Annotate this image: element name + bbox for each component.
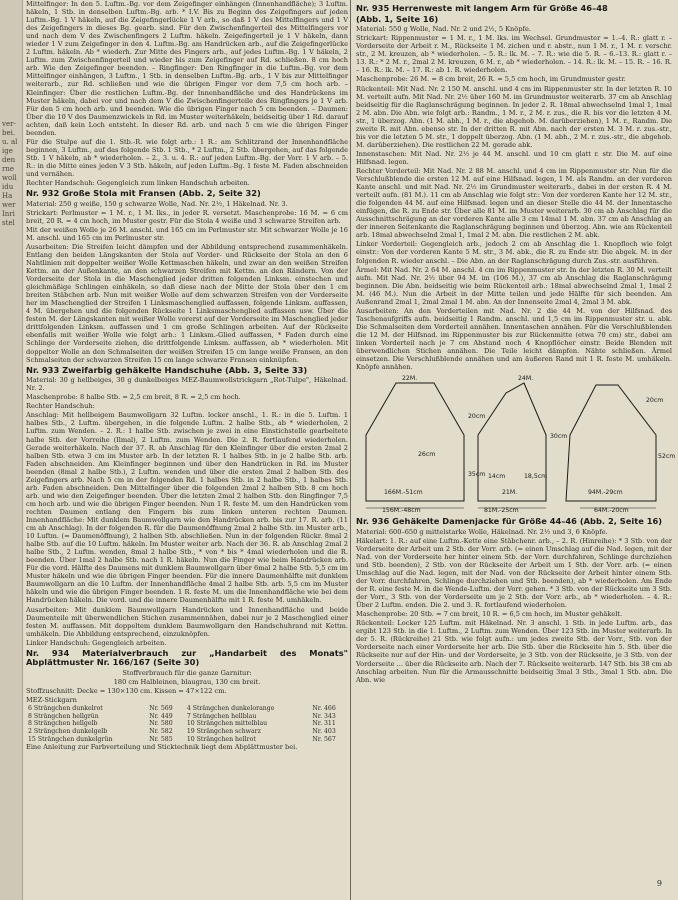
label-26cm: 26cm [418, 451, 436, 459]
n936-para-1: Material: 600–650 g mittelstarke Wolle, Häkelnad. Nr. 2½ und 3, 6 Knöpfe. [356, 527, 608, 536]
yarn-cell: 8 Strängchen hellgrün [28, 712, 99, 720]
label-94m: 94M.-29cm [588, 489, 623, 497]
yarn-cell: 10 Strängchen hellrot [186, 735, 256, 743]
pattern-diagram [356, 373, 676, 515]
n934-stoff: 180 cm Halbleinen, blaugrau, 130 cm breit. [113, 677, 261, 686]
yarn-cell: Nr. 567 [312, 735, 336, 743]
n935-para-4: Rückenteil: Mit Nad. Nr. 2 150 M. anschl. und 4 cm im Rippenmuster str. In der letzten R. 10 M. verteilt aufn. Mit Nad. Nr. 2½ über 160 M. im Grundmuster weiterarb. 37 cm ab Anschlag beidseitig für die Raglanschrägung beginnen. In jeder 2. R. 18mal abwechselnd 1mal 1, 1mal 2 M. abn. Die Abn. wie folgt arb.: Randm., 1 M. r., 2 M. r. zus., die R. bis vor die letzten 4 M. str., 1 überzog. Abn. (1 M. abh., 1 M. r., die abgehob. M. darüberziehen), 1 M. r., Randm. Die zweite R. mit Abn. ebenso str. In der dritten R. mit Abn. nach der ersten M. 3 M. r. zus.-str., bis vor die letzten 5 M. str., 1 doppelt überzog. Abn. (1 M. abh., 2 M. r. zus.-str., die abgehob. M. darüberziehen). Die restlichen 22 M. gerade abk. [356, 84, 672, 149]
back-piece-shape [366, 383, 464, 501]
left-column [26, 0, 348, 752]
yarn-cell: 6 Strängchen dunkelrot [28, 705, 103, 713]
label-24m: 24M. [518, 375, 534, 383]
n935-para-5: Innenstaschen: Mit Nad. Nr. 2½ je 44 M. anschl. und 10 cm glatt r. str. Die M. auf eine Hilfsnad. legen. [356, 149, 672, 166]
label-20cm-a: 20cm [468, 413, 486, 421]
yarn-table [26, 705, 348, 743]
yarn-row [26, 705, 348, 713]
n934-subtitle: Stoffverbrauch für die ganze Garnitur: [122, 668, 252, 677]
page-number: 9 [656, 879, 662, 888]
yarn-cell: Nr. 311 [312, 720, 336, 728]
glove-continuation-1: Mittelfinger: In den 5. Luftm.-Bg. vor dem Zeigefinger einhängen (Innenhandfläche); 3 Luftm. häkeln, 1 Stb. in denselben Luftm.-Bg. arb. * I.V. Bis zu Beginn des Zeigefingers auf jeden Luftm.-Bg. 1 V häkeln, auf die Zeigefingerlücke 1 V arb., so daß 1 V des Mittelfingers und 1 V des Zeigefingers in dieses Bg. gearb. sind. Für den Zwischenfingerteil des Mittelfingers vor und nach dem V des Zwischenfingers 2 Luftm. häkeln. Zeigefingerteil je 1 V häkeln, dann wieder 1 V zum Zeigefinger in den 4. Luftm.-Bg. am Handrücken arb., auf die Zeigefingerlücke 2 Luftm. häkeln. Ab * wiederh. Zur Mitte des Fingers arb., auf jedes Luftm.-Bg. 1 V häkeln, 2 Luftm. zum Zwischenfingerteil und wieder bis zum Zeigefinger auf Rd. schließen. 8 cm hoch arb. Wie den Zeigefinger beenden. – Ringfinger: Den Ringfinger in die Luftm.-Bg. vor dem Mittelfinger einhängen, 3 Luftm., 1 Stb. in denselben Luftm.-Bg. arb., 1 V bis zur Mittelfinger weiterarb., zur Rd. schließen und wie die übrigen Finger vor dem 7,5 cm hoch arb. – Kleinfinger: Über die restlichen Luftm.-Bg. der Innenhandfläche und des Handrückens im Muster häkeln, dabei vor und nach dem V die Zwischenfingerteile des Ringfingers je 1 V arb. Für den 5 cm hoch arb. und beenden. Wie die übrigen Finger nach 5 cm beenden. – Daumen: Über die 10 V des Daumenzwickels in Rd. im Muster weiterhäkeln, beidseitig über 1 Rd. darauf achten, daß kein Loch entsteht. In dieser Rd. arb. und nach 5 cm wie die übrigen Finger beenden. [26, 0, 348, 137]
label-22m: 22M. [402, 375, 418, 383]
yarn-cell: 7 Strängchen hellblau [186, 712, 257, 720]
yarn-cell: 2 Strängchen dunkelgelb [28, 727, 108, 735]
n935-para-3: Maschenprobe: 26 M. = 8 cm breit, 26 R. = 5,5 cm hoch, im Grundmuster gestr. [356, 75, 626, 84]
yarn-cell: Nr. 580 [149, 720, 173, 728]
yarn-cell: Nr. 466 [312, 705, 336, 713]
yarn-cell: 8 Strängchen hellgelb [28, 720, 98, 728]
yarn-row [26, 720, 348, 728]
label-52cm: 52cm [658, 453, 676, 461]
n932-para-2: Strickart: Perlmuster = 1 M. r., 1 M. lks., in jeder R. versetzt. Maschenprobe: 16 M. = 6 cm breit, 20 R. = 4 cm hoch, im Muster gestr. Für die Stola 4 weiße und 3 schwarze Streifen arb. [26, 208, 348, 225]
heading-933: Nr. 933 Zweifarbig gehäkelte Handschuhe (Abb. 3, Seite 33) [26, 364, 308, 375]
yarn-row [26, 728, 348, 736]
n932-para-3: Mit der weißen Wolle je 26 M. anschl. und 165 cm im Perlmuster str. Mit schwarzer Wolle je 16 M. anschl. und 165 cm im Perlmuster str. [26, 225, 348, 242]
yarn-cell: Nr. 403 [312, 727, 336, 735]
right-column [356, 0, 676, 685]
n935-para-6: Rechter Vorderteil: Mit Nad. Nr. 2 88 M. anschl. und 4 cm im Rippenmuster str. Nun für die Verschlußblende die ersten 12 M. auf eine Hilfsnad. legen, 1 M. als Randm. an der vorderen Kante anschl. und mit Nad. Nr. 2½ im Grundmuster weiterarb., dabei in der ersten R. 4 M. verteilt aufn. (81 M.). 11 cm ab Anschlag wie folgt str.: Von der vorderen Kante her 12 M. str., die folgenden 44 M. auf eine Hilfsnad. legen und an dieser Stelle die 44 M. der Innentasche einfügen, die R. zu Ende str. Über alle 81 M. im Muster weiterarb. 30 cm ab Anschlag für die Ausschnittschrägung an der vorderen Kante alle 3 cm 14mal 1 M. abn. 37 cm ab Anschlag an der inneren Seitenkante die Raglanschrägung beginnen und überzog. Abn. wie am Rückenteil arb. 18mal abwechselnd 2mal 1, 1mal 2 M. abn. Die restlichen 2 M. abk. [356, 166, 672, 240]
label-14cm: 14cm [488, 473, 506, 481]
heading-932: Nr. 932 Große Stola mit Fransen (Abb. 2, Seite 32) [26, 188, 261, 199]
label-20cm-b: 20cm [646, 397, 664, 405]
heading-935-sub: (Abb. 1, Seite 16) [356, 13, 439, 24]
yarn-cell: Nr. 585 [149, 735, 173, 743]
yarn-row [26, 713, 348, 721]
yarn-row [26, 736, 348, 744]
label-156m: 156M.-48cm [382, 507, 421, 515]
glove-continuation-3: Rechter Handschuh: Gegengleich zum linken Handschuh arbeiten. [26, 179, 250, 188]
column-divider [350, 0, 351, 900]
n934-zuschnitt: Stoffzuschnitt: Decke = 130×130 cm. Kissen = 47×122 cm. [26, 687, 227, 696]
n935-para-8: Ärmel: Mit Nad. Nr. 2 64 M. anschl. 4 cm im Rippenmuster str. In der letzten R. 30 M. verteilt aufn. Mit Nad. Nr. 2½ über 94 M. im (106 M.), 37 cm ab Anschlag die Raglanschrägung beginnen. Die Abn. beidseitig wie beim Rückenteil arb.: 18mal abwechselnd 2mal 1, 1mal 2 M. (46 M.). Nun die Arbeit in der Mitte teilen und jede Hälfte für sich beenden. Am Außenrand 2mal 1, 2mal 2mal 1 M. abn. An der Innenseite 2mal 4, 2mal 3 M. abk. [356, 265, 672, 306]
label-21m: 21M. [502, 489, 518, 497]
n936-para-3: Maschenprobe: 20 Stb. = 7 cm breit, 10 R. = 6,5 cm hoch, im Muster gehäkelt. [356, 610, 623, 619]
yarn-cell: Nr. 582 [149, 727, 173, 735]
heading-936: Nr. 936 Gehäkelte Damenjacke für Größe 44–46 (Abb. 2, Seite 16) [356, 516, 663, 527]
front-piece-shape [478, 383, 546, 501]
label-18-5cm: 18,5cm [524, 473, 548, 481]
glove-continuation-2: Für die Stulpe auf die 1. Stb.-R. wie folgt arb.: 1 R.: am Schlitzrand der Innenhandfläche beginnen, 3 Luftm., auf das folgende Stb. 1 Stb., * 2 Luftm., 2 Stb. übergehen, auf das folgende Stb. 1 V häkeln, ab * wiederholen. – 2., 3. u. 4. R.: auf jeden Luftm.-Bg. der Vorr. 1 V arb. – 5. R.: in die Mitte eines jeden V 3 Stb. häkeln, auf jeden Luftm.-Bg. 1 feste M. Faden abschneiden und vernähen. [26, 137, 348, 178]
label-81m: 81M.-25cm [484, 507, 519, 515]
sleeve-shape [566, 385, 656, 501]
n933-para-2: Maschenprobe: 8 halbe Stb. = 2,5 cm breit, 8 R. = 2,5 cm hoch. [26, 393, 241, 402]
n933-para-6: Linker Handschuh: Gegengleich arbeiten. [26, 638, 167, 647]
yarn-cell: Nr. 569 [149, 705, 173, 713]
n932-para-4: Ausarbeiten: Die Streifen leicht dämpfen und der Abbildung entsprechend zusammenhäkeln. Entlang den beiden Längskanten der Stola auf Vorder- und Rückseite der Stola an den 6 Nahtlinien mit doppelter weißer Wolle Kettmaschen häkeln, und zwar an den weißen Streifen Kettm. an der Außenkante, an den schwarzen Streifen mit Kettm. an den Rändern. Von der Vorderseite der Stola in die Maschenglied jeder dritten folgenden Linksm. einstechen und gleichmäßige Schlingen einhäkeln, so daß diese nach der Mitte der Stola über den 1 cm breiten Stäbchen arb. Nun mit weißer Wolle auf dem schwarzen Streifen von der Vorderseite her im Maschenglied der Streifen 1 Linksmaschenglied auffassen, folgende Linksm. auffassen, 4 M. übergehen und die folgenden Rückseite 1 Linksmaschenglied auffassen usw. Über die festen M. der Längskanten mit weißer Wolle vorerst auf der Vorderseite im Maschenglied jeder drittfolgenden Linksm. auffassen und 1 cm große Schlingen arbeiten. Auf der Rückseite ebenfalls mit weißer Wolle wie folgt arb.: 1 Linksm.-Glied auffassen, * Faden durch eine Schlinge der Vorderseite ziehen, die drittfolgende Linksm. auffassen, ab * wiederholen. Mit doppelter Wolle an den Schmalseiten der weißen Streifen 15 cm lange weiße Fransen, an den Schmalseiten der schwarzen Streifen 15 cm lange schwarze Fransen einknüpfen. [26, 242, 348, 364]
label-64m: 64M.-20cm [594, 507, 629, 515]
yarn-cell: 4 Strängchen dunkelorange [186, 705, 275, 713]
label-35cm: 35cm [468, 471, 486, 479]
n933-para-4: Anschlag: Mit hellbeigem Baumwollgarn 32 Luftm. locker anschl., 1. R.: in die 5. Luftm. 1 halbes Stb., 2 Luftm. übergehen, in die folgende Luftm. 2 halbe Stb., ab * wiederholen, 2 Luftm. zum Wenden. – 2. R.: 1 halbe Stb. zwischen je zwei in eine Einstichstelle gearbeitete halbe Stb. der Vorreihe (Ilmal), 2 Luftm. zum Wenden. Die 2. R. fortlaufend wiederholen. Gerade weiterhäkeln. Nach der 37. R. ab Anschlag für den Kleinfinger über die ersten 2mal 2 halben Stb. etwa 3 cm im Muster arb. In der letzten R. 1 halbes Stb. in je 2 halbe Stb. arb. Faden abschneiden. Am Kleinfinger beginnen und über den Handrücken in Rd. im Muster beenden (8mal 2 halbe Stb.), 2 Luftm. wenden und über die ersten 2mal 2 halben Stb. des Zeigefingers arb. Nach 5 cm in der folgenden Rd. 1 halbes Stb. in 2 halbe Stb., 1 halbes Stb. arb. Faden abschneiden. Den Mittelfinger über die folgenden 2mal 2 halben Stb. 8 cm hoch arb. und wie den Zeigefinger beenden. Über die letzten 2mal 2 halben Stb. den Ringfinger 7,5 cm hoch arb. und wie die übrigen Finger beenden. Nun 1 R. feste M. um den Handrücken vom rechten Daumen entlang den Fingern bis zum linken unteren rechten Daumen. Innenhandfläche: Mit dunklem Baumwollgarn wie den Handrücken arb. bis zur 17. R. arb. (11 cm ab Anschlag). In der folgenden R. für die Daumenöffnung 2mal 2 halbe Stb. im Muster arb., 10 Luftm. (= Daumenöffnung), 2 halben Stb. abschließen. Nun in der folgenden Rückr. 8mal 2 halbe Stb. auf die 10 Luftm. häkeln. Im Muster weiter arb. Nach der 36. R. ab Anschlag 2mal 2 halbe Stb., 2 Luftm. wenden, 8mal 2 halbe Stb., * von * bis * 4mal wiederholen und die R. beenden. Über 1mal 2 halbe Stb. nach 1 R. häkeln. Nun die Finger wie beim Handrücken arb. Für die vord. Hälfte des Daumens mit dunklem Baumwollgarn über 6mal 2 halbe Stb. 5,5 cm im Muster häkeln und wie die übrigen Finger beenden. Für die innere Daumenhälfte mit dunklem Baumwollgarn an die 10 Luftm. der Innenhandfläche 4mal 2 halbe Stb. arb. 5,5 cm im Muster häkeln und wie die übrigen Finger beenden. 1 R. feste M. um die Innenhandfläche wie bei dem Handrücken häkeln. Die vord. und die innere Daumenhälfte mit 1 R. feste M. umhäkeln. [26, 411, 348, 605]
yarn-cell: 15 Strängchen dunkelgrün [28, 735, 113, 743]
n934-garn-label: MEZ-Stickgarn [26, 696, 77, 705]
n935-para-7: Linker Vorderteil: Gegengleich arb., jedoch 2 cm ab Anschlag die 1. Knopfloch wie folgt einstr.: Von der vorderen Kante 5 M. str., 3 M. abk., die R. zu Ende str. Die abgek. M. in der folgenden R. wieder anschl. – Die Abn. an der Raglanschrägung durch Zus.-str. ausführen. [356, 240, 672, 265]
n936-para-2: Häkelart: 1. R.: auf eine Luftm.-Kette eine Stäbchenr. arb., – 2. R. (Hinreihe): * 3 Stb. von der Vorderseite der Arbeit um 2 Stb. der Vorr. arb. (= einen Umschlag auf die Nad. legen, mit der Nad. von der Vorderseite her hinter einem Stb. der Vorr. durchfahren, Schlinge durchziehen und Stb. beenden), 2 Stb. von der Rückseite der Arbeit um 1 Stb. der Vorr. arb. (= einen Umschlag auf die Nad. legen, mit der Nad. von der Rückseite der Arbeit hinter einem Stb. der Vorr. durchfahren, Schlinge durchziehen und Stb. beenden), ab * wiederholen. Am Ende der R. eine feste M. in die Wende-Luftm. der Vorr. gehen. * 3 Stb. von der Rückseite um 3 Stb. der Vorr., 3 Stb. von der Vorderseite um je 2 Stb. der Vorr. arb., ab * wiederholen. – 4. R.: Über 2 Luftm. enden. Die 2. und 3. R. fortlaufend wiederholen. [356, 536, 672, 610]
n933-para-1: Material: 30 g hellbeiges, 30 g dunkelbeiges MEZ-Baumwollstrickgarn „Rot-Tulpe", Häkelnad. Nr. 2. [26, 376, 348, 393]
yarn-cell: 19 Strängchen schwarz [186, 727, 261, 735]
n936-para-4: Rückenteil: Locker 125 Luftm. mit Häkelnad. Nr. 3 anschl. 1 Stb. in jede Luftm. arb., das ergibt 123 Stb. in die 1. Luftm., 2 Luftm. zum Wenden. Über 123 Stb. im Muster weiterarb. In der 5. R. (Rückreihe) 21 Stb. wie folgt aufn.: um jedes zweite Stb. der Vorr., Stb. von der Vorderseite nach einer Vorderseite her arb. Die Stb. über die Rückseite hin 5. Stb. über die Rückseite nur auf der Hin- und der Vorderseite, je 3 Stb. von der Rückseite, je 3 Stb. von der Vorderseite ... über die Rückseite arb. Nach der 7. Rückseite weiterarb. 147 Stb. bis 38 cm ab Anschlag arbeiten. Nun für die Armausschnitte beidseitig 3mal 3 Stb., 3mal 1 Stb. abn. Die Abn. wie [356, 619, 672, 684]
n935-para-9: Ausarbeiten: An den Vorderteilen mit Nad. Nr. 2 die 44 M. von der Hilfsnad. des Taschenaufgriffs aufn. beidseitig 1 Randm. anschl. und 1,5 cm im Rippenmuster str. u. abk. Die Schmalseiten dem Vorderteil annähen. Innentaschen annähen. Für die Verschlußblenden die 12 M. der Hilfsnad. im Rippenmuster bis zur Rückenmitte (etwa 70 cm) str., dabei am linken Vorderteil nach je 7 cm Abstand noch 4 Knopflöcher einstr. Beide Blenden mit überwendlichen Stichen annähen. Die Teile leicht dämpfen. Nähte schließen. Ärmel einsetzen. Die Verschlußblende annähen und am äußeren Rand mit 1 R. feste M. umhäkeln. Knöpfe annähen. [356, 306, 672, 372]
label-166m: 166M.-51cm [384, 489, 423, 497]
yarn-cell: 10 Strängchen mittelblau [186, 720, 268, 728]
n933-para-3: Rechter Handschuh: [26, 402, 95, 411]
n934-footer: Eine Anleitung zur Farbverteilung und Sticktechnik liegt dem Abplättmuster bei. [26, 743, 298, 752]
edge-text: ver- bei. u. al ige den rne woll idu Ha wer Inri stel [2, 120, 18, 227]
previous-page-edge [0, 0, 23, 900]
n935-para-1: Material: 550 g Wolle, Nad. Nr. 2 und 2½, 5 Knöpfe. [356, 25, 531, 34]
label-30cm: 30cm [550, 433, 568, 441]
heading-935: Nr. 935 Herrenweste mit langem Arm für Größe 46–48 [356, 3, 608, 13]
n933-para-5: Ausarbeiten: Mit dunklem Baumwollgarn Handrücken und Innenhandfläche und beide Daumenteile mit überwendlichen Stichen zusammennähen, dabei nur je 2 Maschenglied einer festen M. auffassen. Mit doppeltem dunklem Baumwollgarn den Handschuhrand mit Kettm. umhäkeln. Die Abbildung entsprechend, einzuknöpfen. [26, 605, 348, 638]
heading-934: Nr. 934 Materialverbrauch zur „Handarbeit des Monats" Abplättmuster Nr. 166/167 (Seite 30) [26, 647, 348, 668]
yarn-cell: Nr. 449 [149, 712, 173, 720]
yarn-cell: Nr. 343 [312, 712, 336, 720]
n935-para-2: Strickart: Rippenmuster = 1 M. r., 1 M. lks. im Wechsel. Grundmuster = 1.–4. R.: glatt r. – Vorderseite der Arbeit r. M., Rückseite 1 M. zichen und r. abstr., nun 1 M. r., 1 M. r. verschr. str., 2 M. kreuzen, ab * wiederholen. – 5. R.: lk. M. – 7. R.: wie die 5. R. – 6.–13. R.: glatt r. – 13. R.: * 2 M. r., 2mal 2 M. kreuzen, 6 M. r., ab * wiederholen. – 14. R.: lk. M. – 15. R. – 16. R. – 16. R.: lk. M. – 17. R.: ab 1. R. wiederholen. [356, 34, 672, 75]
n932-para-1: Material: 250 g weiße, 150 g schwarze Wolle, Nad. Nr. 2½, 1 Häkelnad. Nr. 3. [26, 199, 288, 208]
